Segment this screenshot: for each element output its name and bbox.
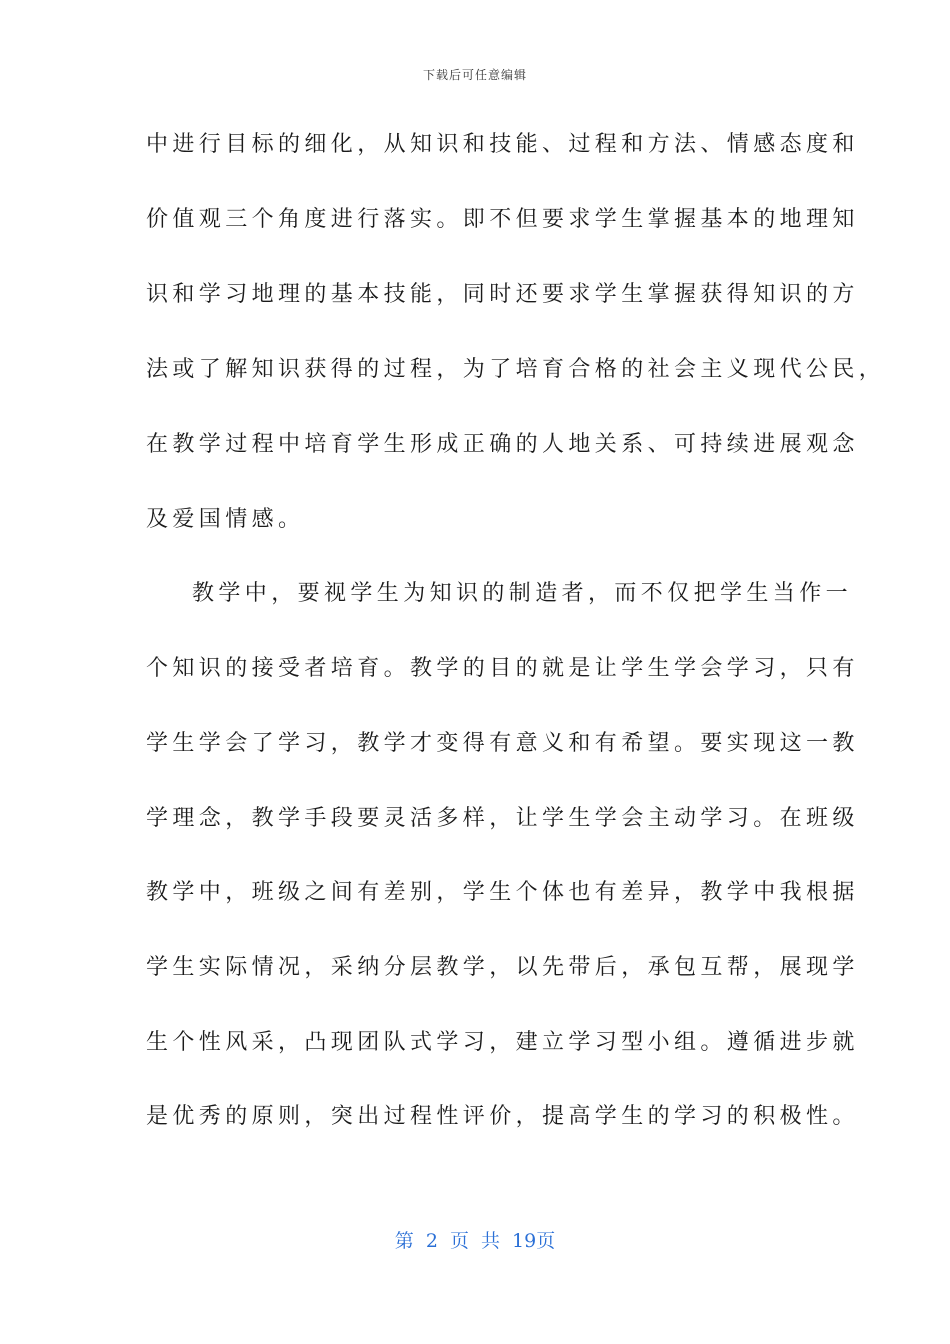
text-line: 学生实际情况，采纳分层教学，以先带后，承包互帮，展现学 — [146, 955, 859, 980]
text-line: 中进行目标的细化，从知识和技能、过程和方法、情感态度和 — [146, 132, 859, 157]
text-line: 法或了解知识获得的过程，为了培育合格的社会主义现代公民， — [146, 357, 886, 382]
text-line: 及爱国情感。 — [146, 507, 305, 532]
text-line: 生个性风采，凸现团队式学习，建立学习型小组。遵循进步就 — [146, 1030, 859, 1055]
paragraph-first-line: 教学中，要视学生为知识的制造者，而不仅把学生当作一 — [192, 581, 853, 606]
text-line: 学理念，教学手段要灵活多样，让学生学会主动学习。在班级 — [146, 806, 859, 831]
text-line: 在教学过程中培育学生形成正确的人地关系、可持续进展观念 — [146, 432, 859, 457]
text-line: 是优秀的原则，突出过程性评价，提高学生的学习的积极性。 — [146, 1104, 859, 1129]
text-line: 个知识的接受者培育。教学的目的就是让学生学会学习，只有 — [146, 656, 859, 681]
text-line: 学生学会了学习，教学才变得有意义和有希望。要实现这一教 — [146, 731, 859, 756]
text-line: 价值观三个角度进行落实。即不但要求学生掌握基本的地理知 — [146, 207, 859, 232]
page-header: 下载后可任意编辑 — [422, 68, 527, 82]
text-line: 教学中，班级之间有差别，学生个体也有差异，教学中我根据 — [146, 880, 859, 905]
text-line: 识和学习地理的基本技能，同时还要求学生掌握获得知识的方 — [146, 282, 859, 307]
page-number-footer: 第 2 页 共 19页 — [394, 1230, 556, 1252]
